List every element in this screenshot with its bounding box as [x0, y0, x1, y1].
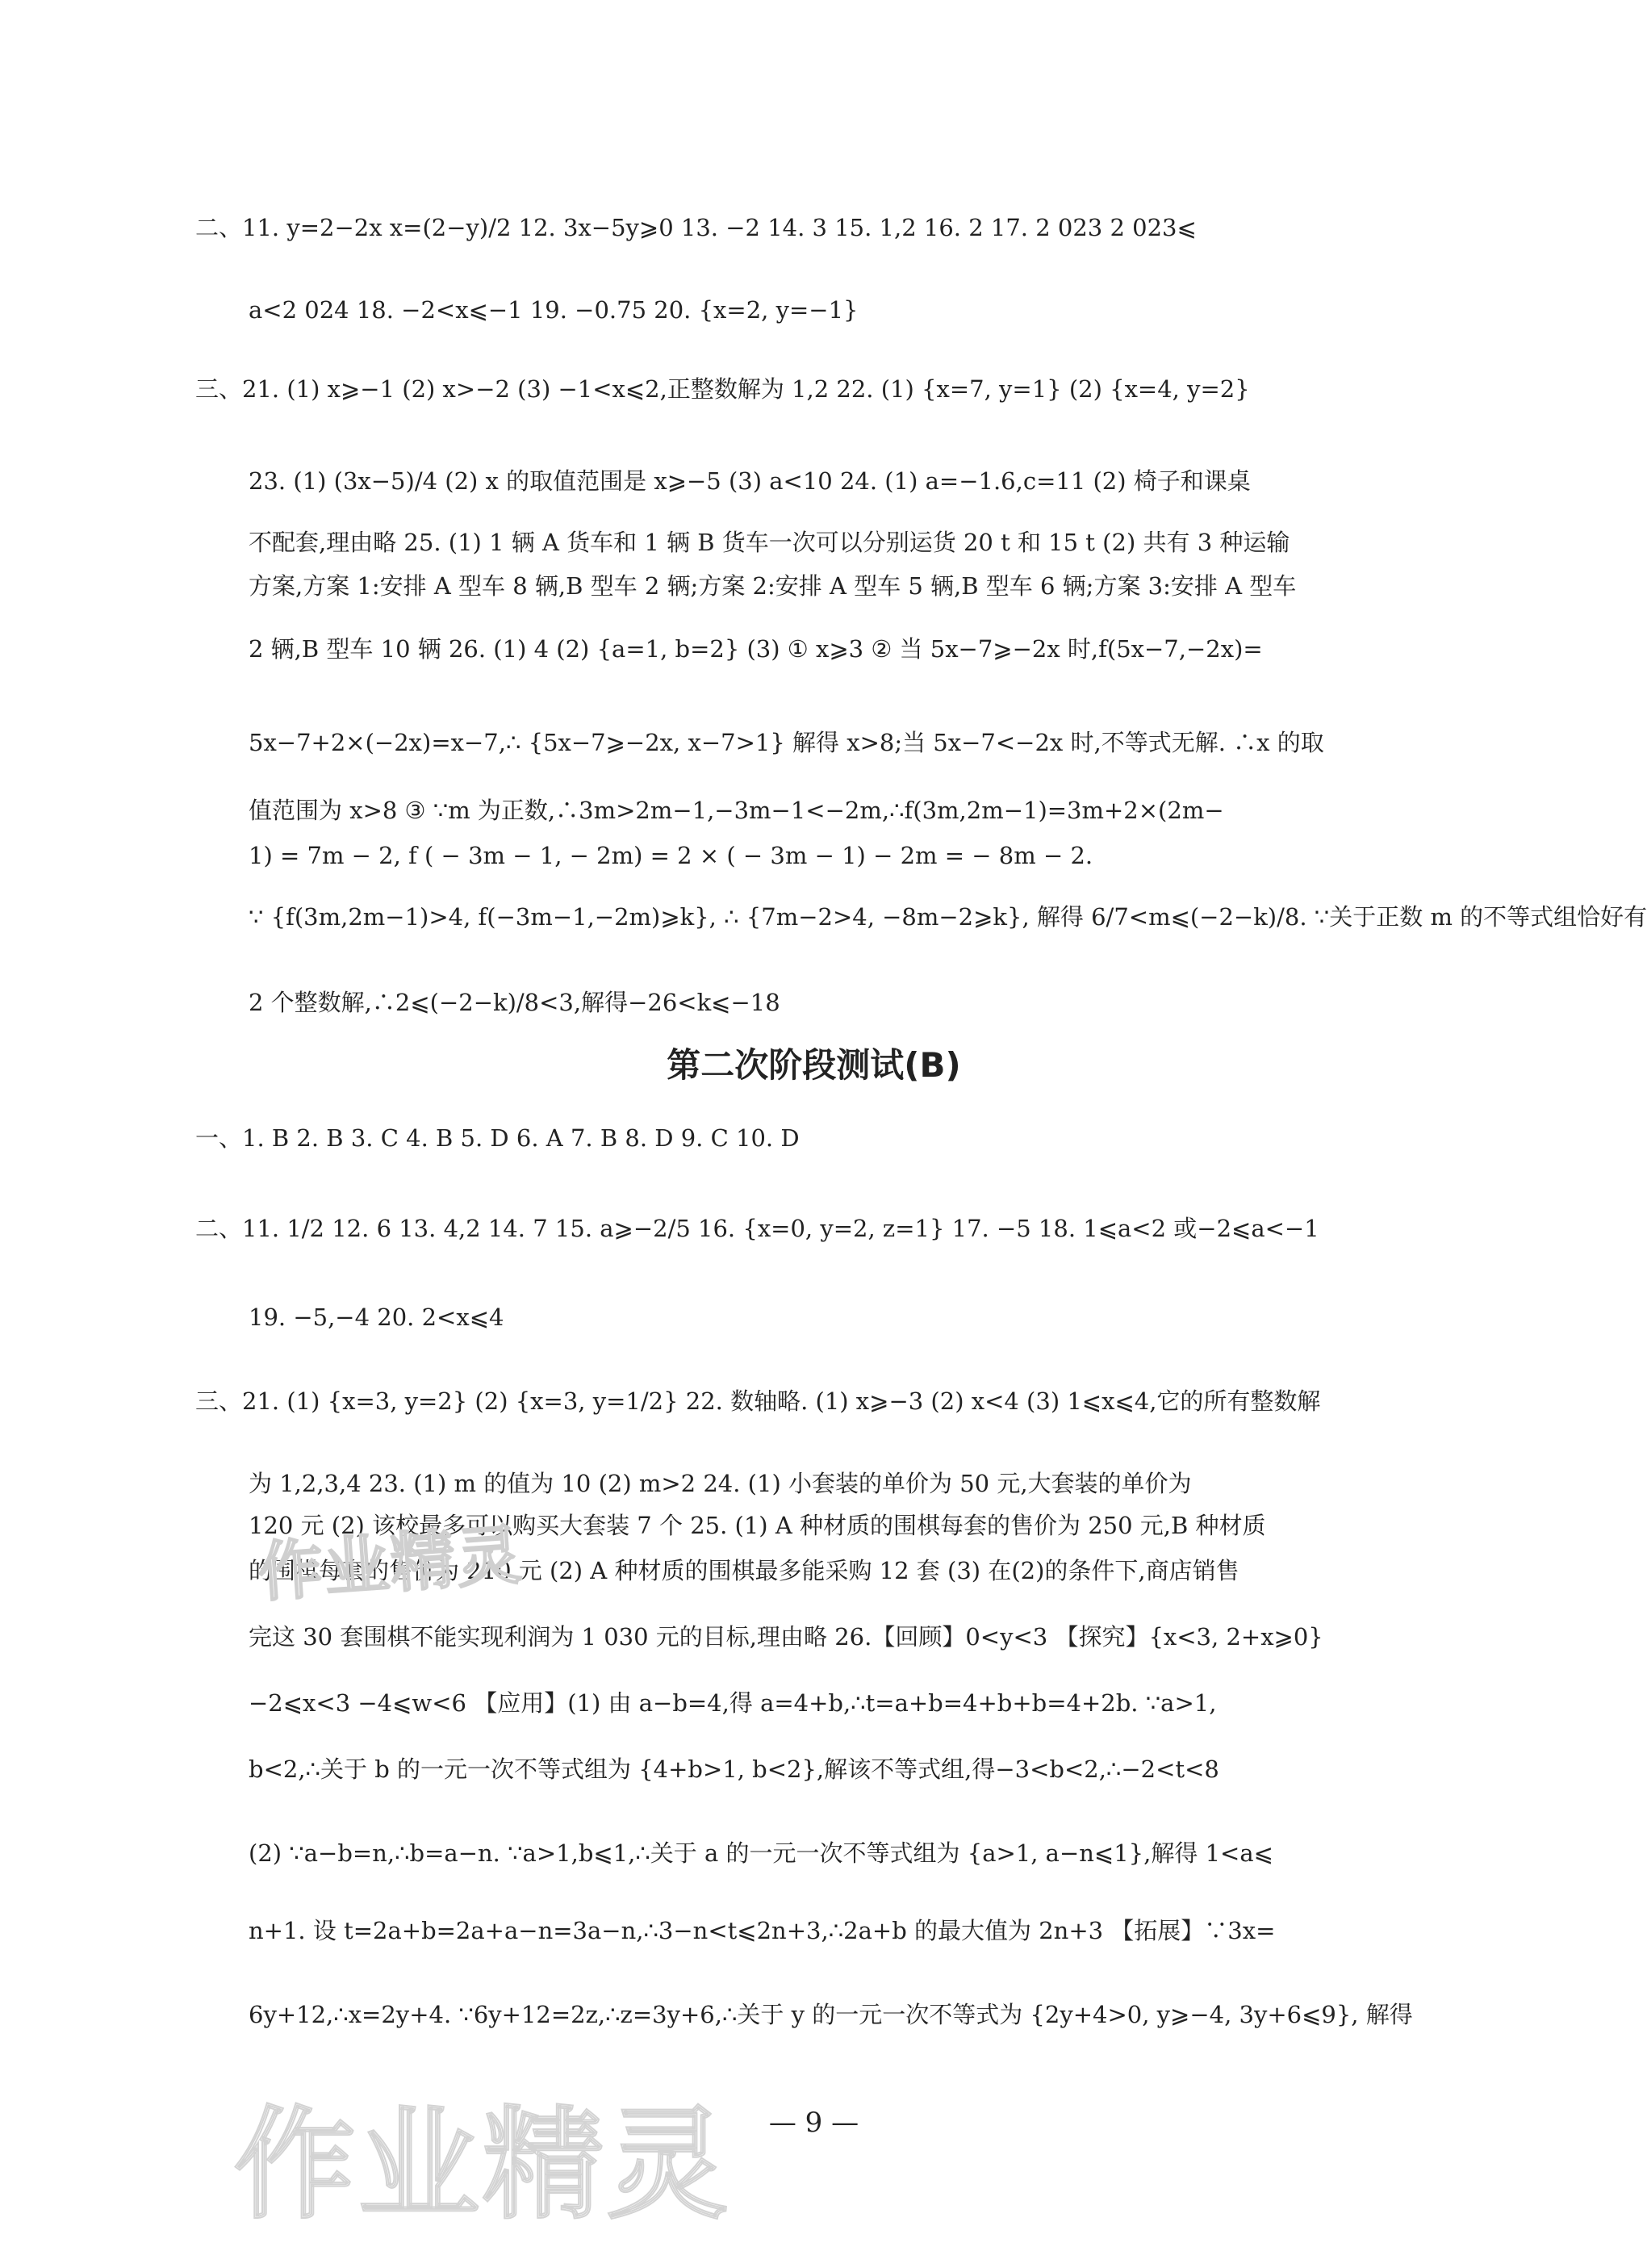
answer-line: 6y+12,∴x=2y+4. ∵6y+12=2z,∴z=3y+6,∴关于 y 的一元一次不等式为 {2y+4>0, y⩾−4, 3y+6⩽9}, 解得 — [249, 2001, 1413, 2028]
answer-line: 19. −5,−4 20. 2<x⩽4 — [249, 1303, 504, 1331]
answer-line: 二、11. 1/2 12. 6 13. 4,2 14. 7 15. a⩾−2/5 16. {x=0, y=2, z=1} 17. −5 18. 1⩽a<2 或−2⩽a<−1 — [195, 1215, 1319, 1242]
answer-line: 为 1,2,3,4 23. (1) m 的值为 10 (2) m>2 24. (1) 小套装的单价为 50 元,大套装的单价为 — [249, 1470, 1192, 1497]
answer-line: 的围棋每套的售价为 210 元 (2) A 种材质的围棋最多能采购 12 套 (3) 在(2)的条件下,商店销售 — [249, 1557, 1239, 1584]
answer-line: 方案,方案 1:安排 A 型车 8 辆,B 型车 2 辆;方案 2:安排 A 型车 5 辆,B 型车 6 辆;方案 3:安排 A 型车 — [249, 572, 1297, 600]
answer-line: 一、1. B 2. B 3. C 4. B 5. D 6. A 7. B 8. D 9. C 10. D — [195, 1124, 800, 1152]
answer-line: 三、21. (1) {x=3, y=2} (2) {x=3, y=1/2} 22. 数轴略. (1) x⩾−3 (2) x<4 (3) 1⩽x⩽4,它的所有整数解 — [195, 1387, 1321, 1415]
answer-line: 1) = 7m − 2, f ( − 3m − 1, − 2m) = 2 × ( − 3m − 1) − 2m = − 8m − 2. — [249, 842, 1093, 869]
answer-line: (2) ∵a−b=n,∴b=a−n. ∵a>1,b⩽1,∴关于 a 的一元一次不等式组为 {a>1, a−n⩽1},解得 1<a⩽ — [249, 1839, 1273, 1867]
answer-line: −2⩽x<3 −4⩽w<6 【应用】(1) 由 a−b=4,得 a=4+b,∴t=a+b=4+b+b=4+2b. ∵a>1, — [249, 1689, 1217, 1717]
answer-line: n+1. 设 t=2a+b=2a+a−n=3a−n,∴3−n<t⩽2n+3,∴2a+b 的最大值为 2n+3 【拓展】∵3x= — [249, 1917, 1276, 1944]
answer-line: a<2 024 18. −2<x⩽−1 19. −0.75 20. {x=2, y=−1} — [249, 296, 859, 324]
answer-line: 二、11. y=2−2x x=(2−y)/2 12. 3x−5y⩾0 13. −2 14. 3 15. 1,2 16. 2 17. 2 023 2 023⩽ — [195, 214, 1197, 241]
answer-line: 120 元 (2) 该校最多可以购买大套装 7 个 25. (1) A 种材质的围棋每套的售价为 250 元,B 种材质 — [249, 1512, 1266, 1539]
answer-line: ∵ {f(3m,2m−1)>4, f(−3m−1,−2m)⩾k}, ∴ {7m−2>4, −8m−2⩾k}, 解得 6/7<m⩽(−2−k)/8. ∵关于正数 m 的不等式组恰好有 — [249, 903, 1647, 931]
answer-line: 不配套,理由略 25. (1) 1 辆 A 货车和 1 辆 B 货车一次可以分别运货 20 t 和 15 t (2) 共有 3 种运输 — [249, 529, 1290, 556]
watermark-faint: 作业精灵 — [256, 1517, 525, 1611]
answer-line: 值范围为 x>8 ③ ∵m 为正数,∴3m>2m−1,−3m−1<−2m,∴f(3m,2m−1)=3m+2×(2m− — [249, 797, 1224, 824]
answer-line: 2 辆,B 型车 10 辆 26. (1) 4 (2) {a=1, b=2} (3) ① x⩾3 ② 当 5x−7⩾−2x 时,f(5x−7,−2x)= — [249, 635, 1263, 663]
answer-line: 5x−7+2×(−2x)=x−7,∴ {5x−7⩾−2x, x−7>1} 解得 x>8;当 5x−7<−2x 时,不等式无解. ∴x 的取 — [249, 729, 1324, 756]
answer-line: b<2,∴关于 b 的一元一次不等式组为 {4+b>1, b<2},解该不等式组,得−3<b<2,∴−2<t<8 — [249, 1755, 1219, 1783]
answer-line: 2 个整数解,∴2⩽(−2−k)/8<3,解得−26<k⩽−18 — [249, 989, 780, 1016]
watermark: 作业精灵 — [234, 2095, 732, 2236]
answer-line: 三、21. (1) x⩾−1 (2) x>−2 (3) −1<x⩽2,正整数解为 1,2 22. (1) {x=7, y=1} (2) {x=4, y=2} — [195, 375, 1250, 403]
answer-line: 完这 30 套围棋不能实现利润为 1 030 元的目标,理由略 26.【回顾】0<y<3 【探究】{x<3, 2+x⩾0} — [249, 1623, 1323, 1651]
answer-line: 23. (1) (3x−5)/4 (2) x 的取值范围是 x⩾−5 (3) a<10 24. (1) a=−1.6,c=11 (2) 椅子和课桌 — [249, 467, 1251, 495]
section-title: 第二次阶段测试(B) — [667, 1045, 961, 1085]
page-number: — 9 — — [768, 2107, 859, 2139]
